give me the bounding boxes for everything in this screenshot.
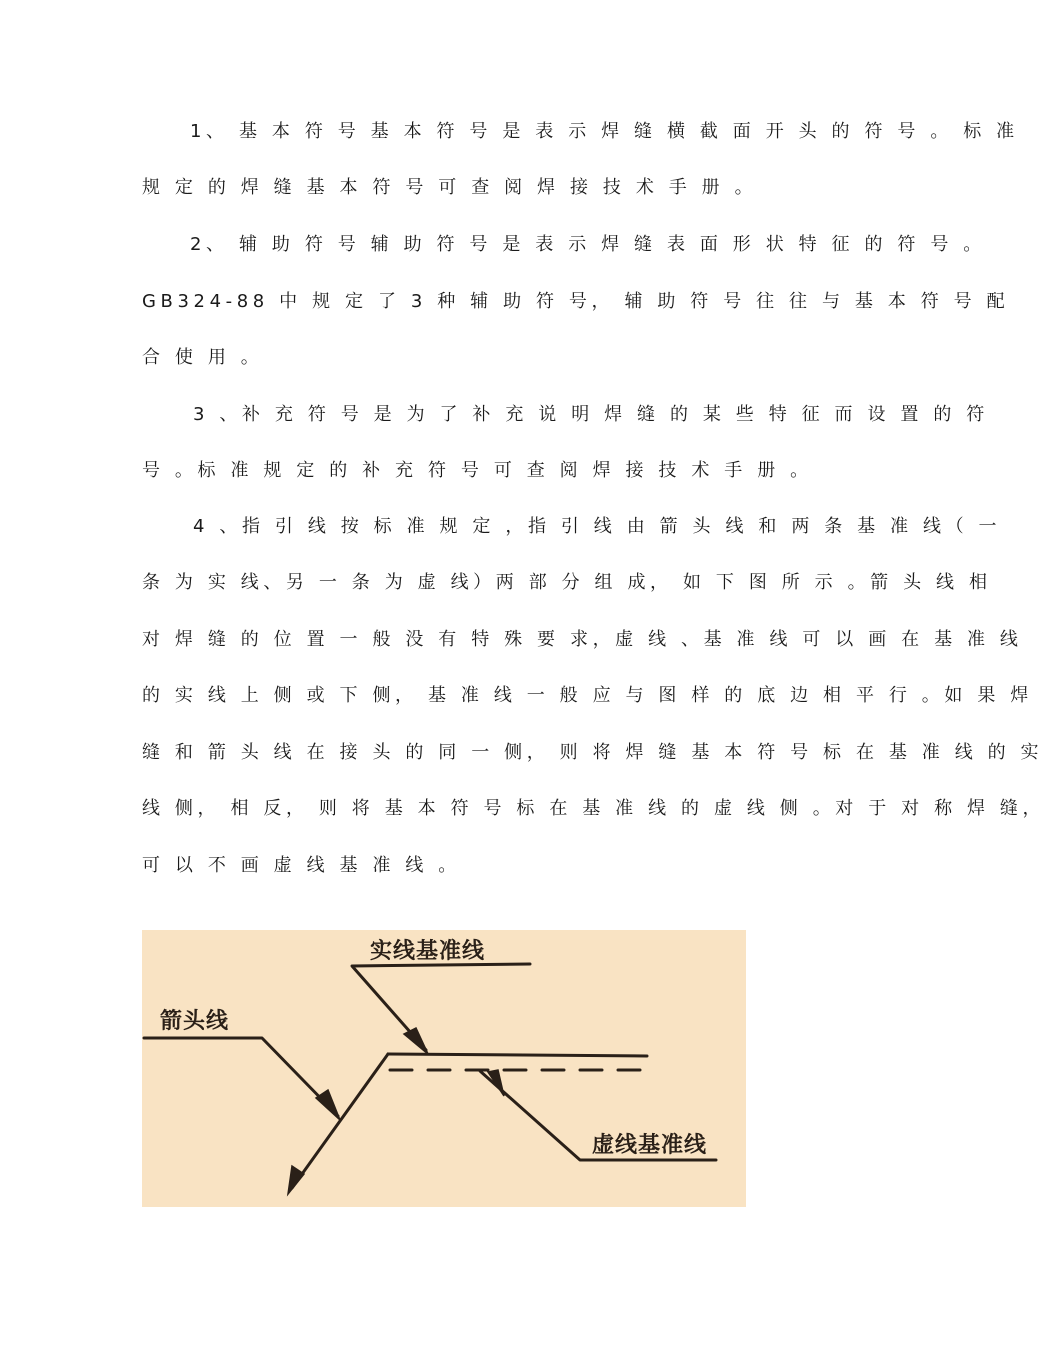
figure-drawing — [142, 930, 746, 1207]
paragraph-2-line-3: 合 使 用 。 — [142, 347, 264, 368]
solid-pointer-arrowhead — [404, 1028, 428, 1054]
solid-baseline-label: 实线基准线 — [370, 938, 486, 964]
arrow-line-label: 箭头线 — [160, 1008, 230, 1034]
paragraph-3-line-2: 号 。标 准 规 定 的 补 充 符 号 可 查 阅 焊 接 技 术 手 册 。 — [142, 460, 813, 481]
paragraph-4-line-1: 4 、指 引 线 按 标 准 规 定 ，指 引 线 由 箭 头 线 和 两 条 基 准 线（ 一 — [193, 516, 1002, 537]
solid-baseline — [388, 1054, 647, 1056]
paragraph-2-line-1: 2、 辅 助 符 号 辅 助 符 号 是 表 示 焊 缝 表 面 形 状 特 征 的 符 号 。 — [190, 234, 986, 255]
paragraph-4-line-6: 线 侧， 相 反， 则 将 基 本 符 号 标 在 基 准 线 的 虚 线 侧 。对 于 对 称 焊 缝， — [142, 798, 1045, 819]
paragraph-4-line-7: 可 以 不 画 虚 线 基 准 线 。 — [142, 855, 461, 876]
leader-diagonal — [292, 1054, 388, 1188]
weld-symbol-figure — [142, 930, 746, 1207]
solid-baseline-pointer — [352, 964, 530, 1050]
paragraph-2-line-2: GB324-88 中 规 定 了 3 种 辅 助 符 号， 辅 助 符 号 往 往 与 基 本 符 号 配 — [142, 291, 1010, 312]
paragraph-1-line-1: 1、 基 本 符 号 基 本 符 号 是 表 示 焊 缝 横 截 面 开 头 的 符 号 。 标 准 — [190, 121, 1019, 142]
paragraph-4-line-2: 条 为 实 线、另 一 条 为 虚 线）两 部 分 组 成， 如 下 图 所 示 。箭 头 线 相 — [142, 572, 992, 593]
arrow-line-arrowhead — [316, 1090, 340, 1120]
paragraph-4-line-5: 缝 和 箭 头 线 在 接 头 的 同 一 侧， 则 将 焊 缝 基 本 符 号 标 在 基 准 线 的 实 — [142, 742, 1044, 763]
paragraph-1-line-2: 规 定 的 焊 缝 基 本 符 号 可 查 阅 焊 接 技 术 手 册 。 — [142, 177, 758, 198]
dashed-pointer-arrowhead — [488, 1070, 504, 1096]
dashed-baseline-label: 虚线基准线 — [592, 1132, 708, 1158]
arrow-line-upper — [144, 1038, 338, 1116]
paragraph-4-line-3: 对 焊 缝 的 位 置 一 般 没 有 特 殊 要 求，虚 线 、基 准 线 可 以 画 在 基 准 线 — [142, 629, 1023, 650]
paragraph-3-line-1: 3 、补 充 符 号 是 为 了 补 充 说 明 焊 缝 的 某 些 特 征 而 设 置 的 符 — [193, 404, 989, 425]
paragraph-4-line-4: 的 实 线 上 侧 或 下 侧， 基 准 线 一 般 应 与 图 样 的 底 边 相 平 行 。如 果 焊 — [142, 685, 1033, 706]
leader-arrowhead — [288, 1166, 304, 1194]
